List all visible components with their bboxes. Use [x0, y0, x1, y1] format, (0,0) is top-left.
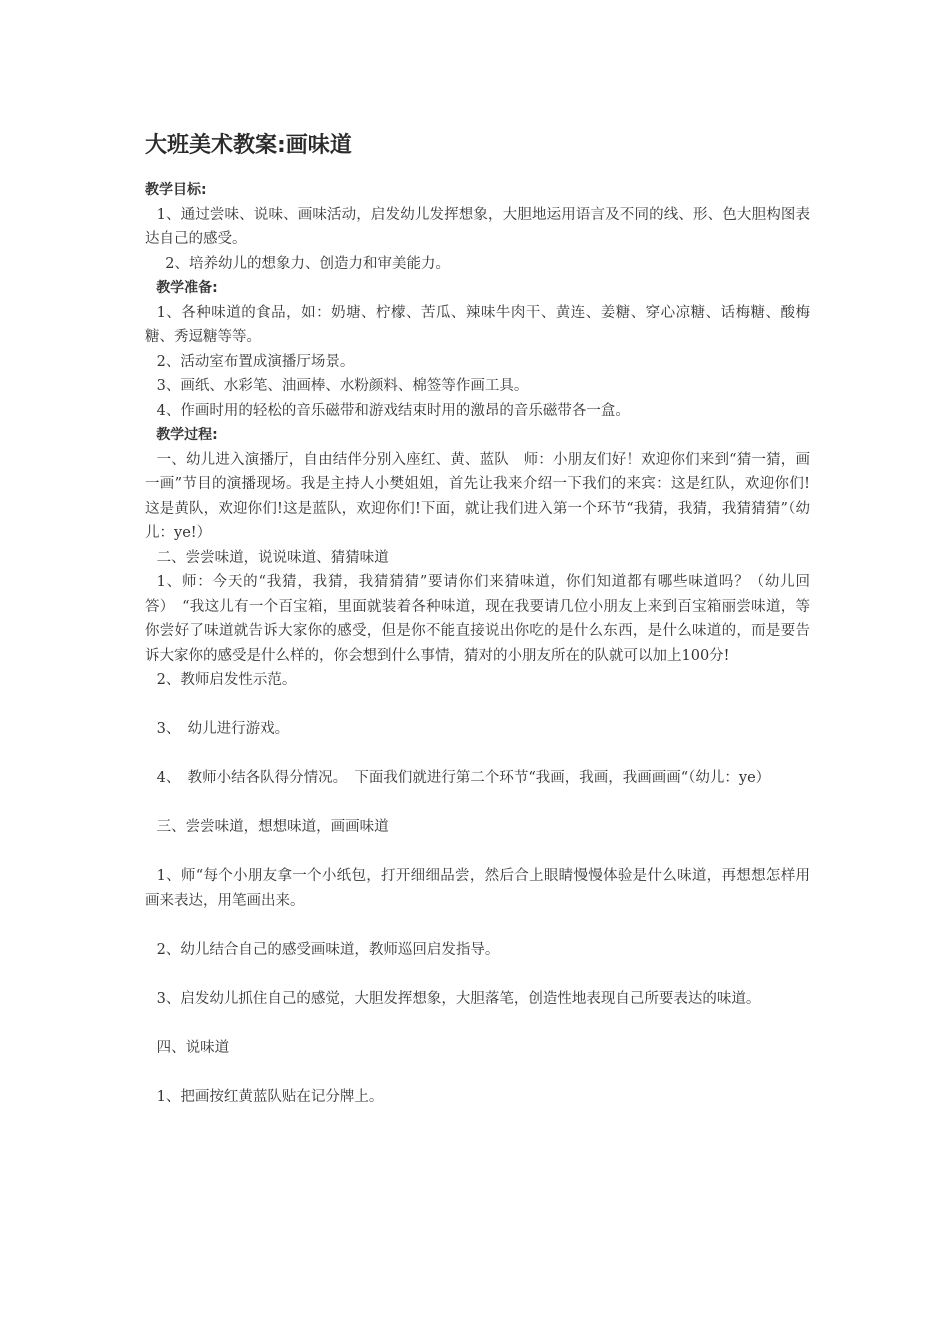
prep-item: 4、作画时用的轻松的音乐磁带和游戏结束时用的激昂的音乐磁带各一盒。	[156, 402, 630, 419]
document-page	[145, 128, 810, 1109]
spacer	[145, 693, 810, 718]
process-paragraph: 四、说味道	[156, 1039, 230, 1056]
document-title: 大班美术教案:画味道	[145, 133, 352, 158]
spacer	[145, 1060, 810, 1085]
process-paragraph: 4、 教师小结各队得分情况。 下面我们就进行第二个环节“我画，我画，我画画画“（幼儿：ye）	[156, 770, 771, 786]
process-paragraph: 1、把画按红黄蓝队贴在记分牌上。	[156, 1088, 384, 1105]
spacer	[145, 962, 810, 987]
process-paragraph: 三、尝尝味道，想想味道，画画味道	[156, 819, 389, 835]
process-paragraph: 1、师：今天的“我猜，我猜，我猜猜猜”要请你们来猜味道，你们知道都有哪些味道吗？（幼儿回答） “我这儿有一个百宝箱，里面就装着各种味道，现在我要请几位小朋友上来到百宝箱丽尝味道，等你尝好了味道就告诉大家你的感受，但是你不能直接说出你吃的是什么东西，是什么味道的，而是要告诉大家你的感受是什么样的，你会想到什么事情，猜对的小朋友所在的队就可以加上100分!	[145, 574, 810, 664]
spacer	[145, 742, 810, 767]
prep-item: 1、各种味道的食品，如：奶塘、柠檬、苦瓜、辣味牛肉干、黄连、姜糖、穿心凉糖、话梅糖、酸梅糖、秀逗糖等等。	[145, 304, 810, 345]
spacer	[145, 1011, 810, 1036]
prep-item: 3、画纸、水彩笔、油画棒、水粉颜料、棉签等作画工具。	[156, 378, 529, 394]
prep-heading: 教学准备:	[156, 280, 218, 296]
spacer	[145, 840, 810, 865]
prep-item: 2、活动室布置成演播厅场景。	[156, 353, 355, 370]
process-paragraph: 3、 幼儿进行游戏。	[156, 721, 290, 737]
process-paragraph: 2、教师启发性示范。	[156, 672, 297, 688]
process-paragraph: 一、幼儿进入演播厅，自由结伴分别入座红、黄、蓝队 师：小朋友们好！欢迎你们来到“猜一猜，画一画”节目的演播现场。我是主持人小樊姐姐，首先让我来介绍一下我们的来宾：这是红队，欢迎你们!这是黄队，欢迎你们!这是蓝队，欢迎你们!下面，就让我们进入第一个环节“我猜，我猜，我猜猜猜”（幼儿：ye!）	[145, 451, 810, 541]
goal-item: 1、通过尝味、说味、画味活动，启发幼儿发挥想象，大胆地运用语言及不同的线、形、色大胆构图表达自己的感受。	[145, 206, 810, 247]
process-paragraph: 3、启发幼儿抓住自己的感觉，大胆发挥想象，大胆落笔，创造性地表现自己所要表达的味道。	[156, 990, 761, 1007]
process-paragraph: 2、幼儿结合自己的感受画味道，教师巡回启发指导。	[156, 941, 500, 958]
process-heading: 教学过程:	[156, 427, 218, 443]
goal-item: 2、培养幼儿的想象力、创造力和审美能力。	[165, 255, 451, 272]
spacer	[145, 913, 810, 938]
goals-heading: 教学目标:	[145, 182, 207, 198]
process-paragraph: 二、尝尝味道，说说味道、猜猜味道	[156, 549, 389, 566]
spacer	[145, 791, 810, 816]
process-paragraph: 1、师“每个小朋友拿一个小纸包，打开细细品尝，然后合上眼睛慢慢体验是什么味道，再想想怎样用画来表达，用笔画出来。	[145, 868, 810, 909]
